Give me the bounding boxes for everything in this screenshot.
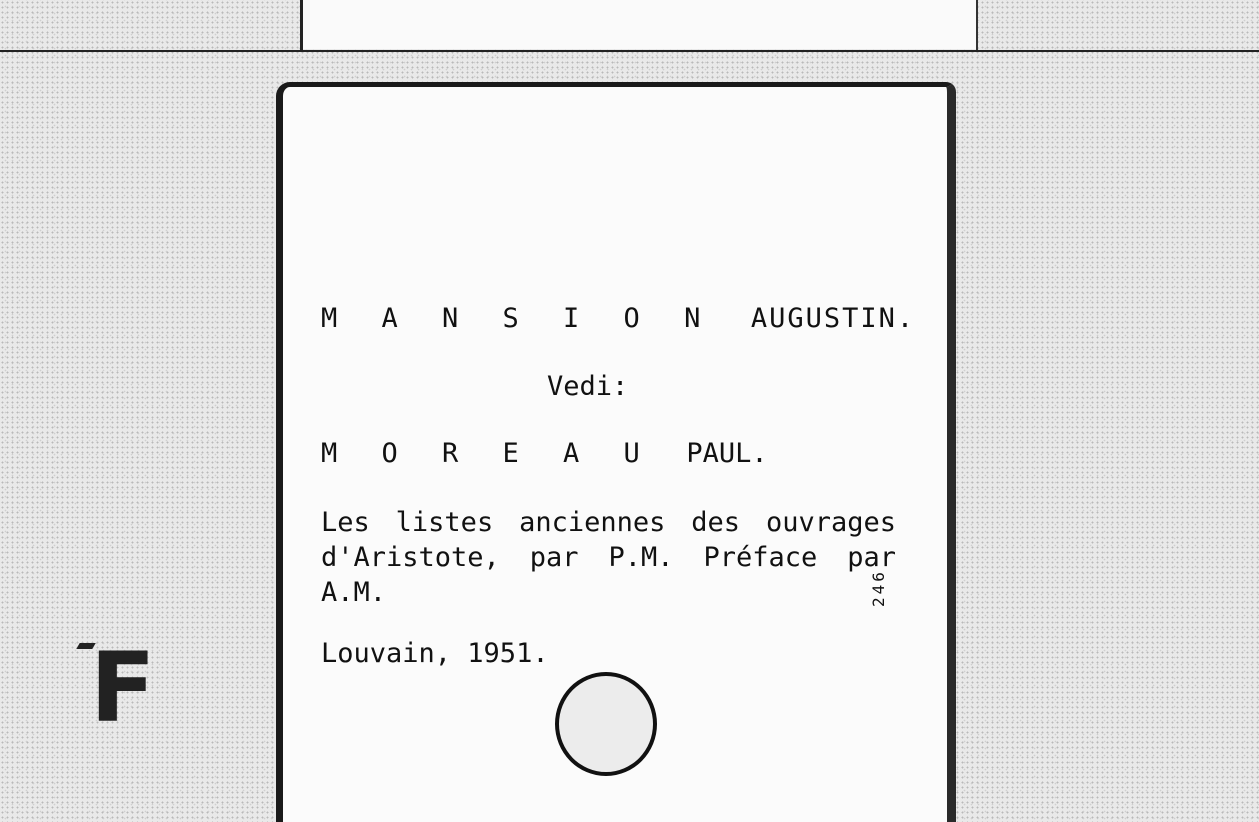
referenced-author-surname: M O R E A U bbox=[321, 438, 654, 469]
referenced-author-heading bbox=[321, 437, 901, 471]
margin-letter: F bbox=[90, 632, 156, 744]
punch-hole bbox=[555, 672, 657, 776]
catalog-card bbox=[276, 82, 956, 822]
work-title: Les listes anciennes des ouvrages d'Aristote, par P.M. Préface par A.M. bbox=[321, 507, 896, 608]
previous-card-right-border bbox=[976, 0, 978, 50]
author-surname: M A N S I O N bbox=[321, 303, 715, 334]
previous-card-left-border bbox=[300, 0, 303, 50]
imprint: Louvain, 1951. bbox=[321, 638, 549, 669]
author-heading bbox=[321, 302, 916, 336]
author-forename: AUGUSTIN. bbox=[750, 303, 916, 334]
cross-reference-label: Vedi: bbox=[547, 371, 629, 402]
shelf-number: 246 bbox=[869, 569, 888, 607]
previous-card-body bbox=[303, 0, 976, 49]
referenced-author-forename: PAUL. bbox=[686, 438, 768, 469]
